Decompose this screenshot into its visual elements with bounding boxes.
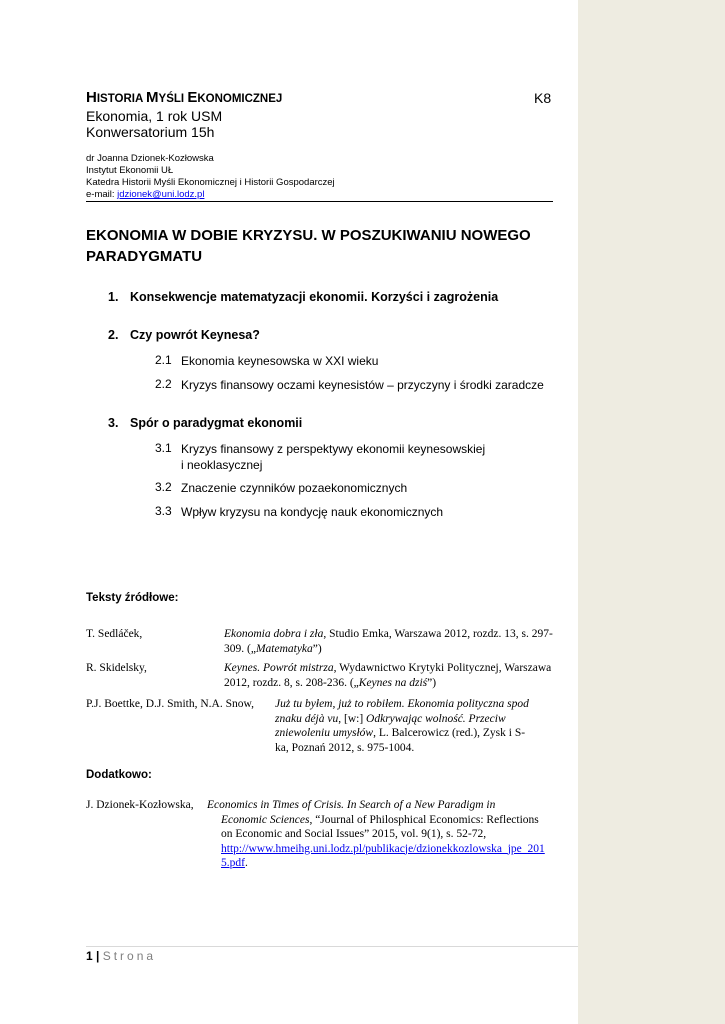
subsection-number: 3.2 xyxy=(155,480,172,494)
source-author: P.J. Boettke, D.J. Smith, N.A. Snow, xyxy=(86,698,254,710)
lecturer-name: dr Joanna Dzionek-Kozłowska xyxy=(86,153,214,164)
source-entry xyxy=(86,661,576,691)
source-book-title: Odkrywając wolność. Przeciw xyxy=(366,712,506,725)
email-label: e-mail: xyxy=(86,189,118,200)
source-entry xyxy=(86,697,576,757)
additional-details: . xyxy=(244,857,248,869)
header-divider xyxy=(86,201,553,202)
source-details: , Wydawnictwo Krytyki Politycznej, Warszawa xyxy=(333,662,552,674)
source-entry xyxy=(86,627,576,657)
additional-title: Economics in Times of Crisis. In Search of a New Paradigm in xyxy=(207,799,496,811)
source-book-title: zniewoleniu umysłów xyxy=(275,727,374,739)
source-details: ”) xyxy=(312,642,322,655)
source-details: , L. Balcerowicz (red.), Zysk i S- xyxy=(373,727,526,739)
source-details: 2012, rozdz. 8, s. 208-236. („ xyxy=(224,676,359,689)
class-type-line: Konwersatorium 15h xyxy=(86,124,215,140)
email-link[interactable]: jdzionek@uni.lodz.pl xyxy=(117,189,205,200)
source-title: Już tu byłem, już to robiłem. Ekonomia polityczna spod xyxy=(275,698,529,710)
additional-details: , “Journal of Philosphical Economics: Reflections xyxy=(309,813,539,826)
department-name: Katedra Historii Myśli Ekonomicznej i Historii Gospodarczej xyxy=(86,177,335,188)
sources-heading: Teksty źródłowe: xyxy=(86,592,179,604)
source-details: 309. („ xyxy=(224,642,256,655)
subsection-number: 2.2 xyxy=(155,377,172,391)
source-details: , Studio Emka, Warszawa 2012, rozdz. 13, s. 297- xyxy=(323,628,553,640)
title-line: EKONOMIA W DOBIE KRYZYSU. W POSZUKIWANIU NOWEGO xyxy=(86,227,531,244)
subsection-title: Kryzys finansowy z perspektywy ekonomii keynesowskiej xyxy=(181,442,486,456)
section-title: Konsekwencje matematyzacji ekonomii. Korzyści i zagrożenia xyxy=(130,290,499,304)
section-number: 2. xyxy=(108,328,119,342)
additional-title: Economic Sciences xyxy=(221,813,310,826)
additional-author: J. Dzionek-Kozłowska, xyxy=(86,799,194,811)
additional-link[interactable]: 5.pdf xyxy=(221,857,245,869)
footer-divider xyxy=(86,946,578,947)
source-details: , [w:] xyxy=(338,712,367,725)
source-details: ”) xyxy=(427,676,437,689)
additional-entry xyxy=(86,798,576,873)
email-line xyxy=(86,189,204,201)
footer-label: Strona xyxy=(102,949,157,963)
title-line: PARADYGMATU xyxy=(86,248,203,265)
subsection-title: Ekonomia keynesowska w XXI wieku xyxy=(181,354,379,368)
subsection-title: Znaczenie czynników pozaekonomicznych xyxy=(181,481,408,495)
source-title: Ekonomia dobra i zła xyxy=(224,628,324,640)
subsection-number: 3.3 xyxy=(155,504,172,518)
source-chapter: Matematyka xyxy=(255,642,313,655)
course-code: K8 xyxy=(534,90,552,106)
page-number: 1 xyxy=(86,949,93,963)
section-title: Czy powrót Keynesa? xyxy=(130,328,260,342)
footer-separator: | xyxy=(92,949,103,963)
subsection-number: 2.1 xyxy=(155,353,172,367)
section-title: Spór o paradygmat ekonomii xyxy=(130,416,303,430)
subsection-title: Kryzys finansowy oczami keynesistów – przyczyny i środki zaradcze xyxy=(181,378,544,392)
subsection-title: Wpływ kryzysu na kondycję nauk ekonomicznych xyxy=(181,505,444,519)
source-author: T. Sedláček, xyxy=(86,628,143,640)
program-line: Ekonomia, 1 rok USM xyxy=(86,108,223,124)
page-footer xyxy=(86,949,156,963)
document-title xyxy=(86,225,546,267)
additional-details: on Economic and Social Issues” 2015, vol. 9(1), s. 52-72, xyxy=(221,828,487,840)
additional-heading: Dodatkowo: xyxy=(86,769,152,781)
institute-name: Instytut Ekonomii UŁ xyxy=(86,165,174,176)
source-author: R. Skidelsky, xyxy=(86,662,147,674)
page-side-margin xyxy=(578,0,725,1024)
source-chapter: Keynes na dziś xyxy=(358,676,428,689)
subsection-title: i neoklasycznej xyxy=(181,458,263,472)
source-title: Keynes. Powrót mistrza xyxy=(224,662,334,674)
source-details: ka, Poznań 2012, s. 975-1004. xyxy=(275,741,415,754)
source-title: znaku déjà vu xyxy=(275,712,339,725)
section-number: 3. xyxy=(108,416,119,430)
course-title: HISTORIA MYŚLI EKONOMICZNEJ xyxy=(86,89,283,106)
section-number: 1. xyxy=(108,290,119,304)
subsection-number: 3.1 xyxy=(155,441,172,455)
additional-link[interactable]: http://www.hmeihg.uni.lodz.pl/publikacje/dzionekkozlowska_jpe_201 xyxy=(221,842,545,855)
